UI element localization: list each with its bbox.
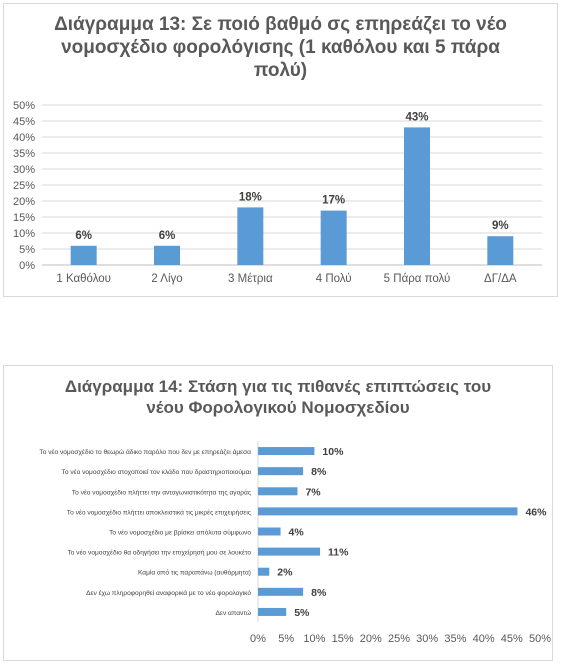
bar [258,467,303,475]
x-tick-label: 10% [303,633,326,645]
bar [258,528,281,536]
y-tick-label: 20% [12,196,35,208]
x-tick-label: 5 Πάρα πολύ [383,273,451,285]
category-label: Δεν έχω πληροφορηθεί αναφορικά με το νέο φορολογικό [86,589,251,597]
y-tick-label: 45% [12,116,35,128]
x-tick-label: 0% [250,633,266,645]
data-label: 4% [288,526,304,539]
x-tick-label: 1 Καθόλου [56,273,111,285]
x-tick-label: 45% [500,633,523,645]
data-label: 18% [238,191,262,204]
data-label: 2% [277,566,293,579]
chart-14-title: Διάγραμμα 14: Στάση για τις πιθανές επιπτώσεις του νέου Φορολογικού Νομοσχεδίου [64,377,492,417]
chart-13-title: Διάγραμμα 13: Σε ποιό βαθμό σς επηρεάζει το νέο νομοσχέδιο φορολόγισης (1 καθόλου και 5 πάρα πολύ) [54,14,507,81]
chart-14-plot [4,366,554,662]
x-tick-label: 3 Μέτρια [228,273,273,285]
chart-13-plot [4,4,559,298]
x-tick-label: 5% [278,633,295,645]
bar [258,487,297,495]
y-tick-label: 50% [12,100,35,112]
y-tick-label: 15% [12,212,35,224]
bar [154,246,180,265]
data-label: 6% [158,229,176,242]
x-tick-label: 50% [528,633,552,645]
chart-14-panel [3,365,553,661]
category-label: Δεν απαντώ [215,609,251,617]
category-label: Το νέο νομοσχέδιο με βρίσκει απόλυτα σύμφωνο [109,529,251,537]
y-tick-label: 10% [12,228,35,240]
y-tick-label: 40% [12,132,35,144]
bar [258,447,314,455]
bar [258,548,320,556]
bar [258,507,517,515]
category-label: Το νέο νομοσχέδιο θα οδηγήσει την επιχείρησή μου σε λουκέτο [67,549,251,557]
data-label: 11% [328,546,349,559]
x-tick-label: 35% [444,633,467,645]
category-label: Καμία από τις παραπάνω (αυθόρμητα) [137,569,251,577]
bar [321,211,347,265]
y-tick-label: 5% [19,244,35,256]
y-tick-label: 30% [12,164,35,176]
x-tick-label: 4 Πολύ [315,273,352,285]
x-tick-label: 25% [387,633,411,645]
x-tick-label: 15% [331,633,354,645]
bar [71,246,97,265]
x-tick-label: 2 Λίγο [151,273,183,285]
bar [487,236,513,265]
data-label: 17% [322,194,346,207]
data-label: 10% [322,446,344,459]
category-label: Το νέο νομοσχέδιο πλήττει την ανταγωνιστικότητα της αγοράς [71,489,251,497]
category-label: Το νέο νομοσχέδιο πλήττει αποκλειστικά τις μικρές επιχειρήσεις [66,509,251,517]
data-label: 7% [305,486,321,499]
x-tick-label: ΔΓ/ΔΑ [484,273,517,285]
x-tick-label: 40% [472,633,495,645]
data-label: 9% [492,220,509,233]
bar [237,207,263,265]
bar [258,608,286,616]
data-label: 43% [405,111,429,124]
y-tick-label: 0% [19,260,35,272]
bar [258,568,269,576]
bar [258,588,303,596]
data-label: 8% [311,466,327,479]
bar [404,127,430,265]
x-tick-label: 30% [416,633,439,645]
category-label: Το νέο νομοσχέδιο το θεωρώ άδικο παρόλο που δεν με επηρεάζει άμεσα [39,449,251,457]
data-label: 5% [294,606,310,619]
data-label: 6% [75,229,92,242]
chart-13-panel [3,3,558,297]
data-label: 46% [525,506,547,519]
y-tick-label: 35% [12,148,35,160]
category-label: Το νέο νομοσχέδιο στοχοποιεί τον κλάδο που δραστηριοποιούμαι [61,469,251,477]
data-label: 8% [311,586,327,599]
x-tick-label: 20% [359,633,382,645]
y-tick-label: 25% [12,180,35,192]
